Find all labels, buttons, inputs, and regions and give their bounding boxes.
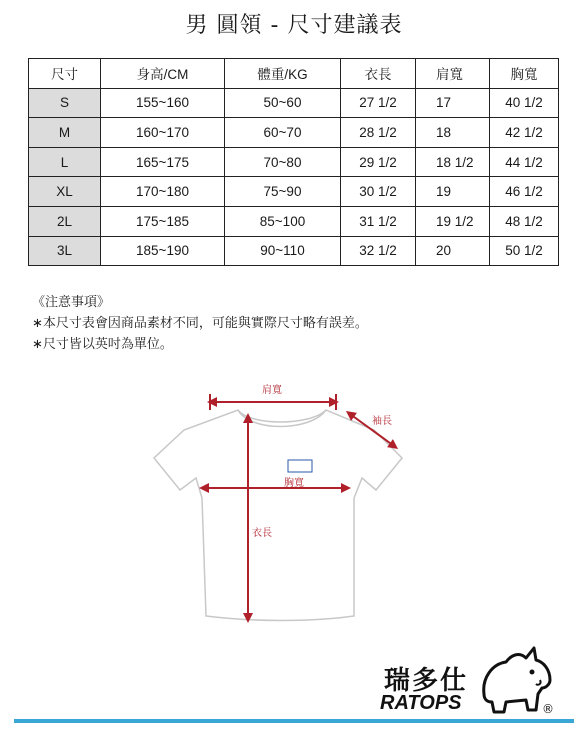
chest-logo-icon xyxy=(288,460,312,472)
cell-size: XL xyxy=(29,177,101,207)
cell-length: 30 1/2 xyxy=(341,177,416,207)
length-label: 衣長 xyxy=(252,528,272,539)
cell-weight: 50~60 xyxy=(225,88,341,118)
cell-chest: 46 1/2 xyxy=(490,177,559,207)
table-row xyxy=(29,118,559,148)
cell-size: 2L xyxy=(29,206,101,236)
size-chart-table xyxy=(28,58,559,266)
notes-heading: 《注意事項》 xyxy=(32,295,111,310)
cell-size: M xyxy=(29,118,101,148)
cell-height: 170~180 xyxy=(101,177,225,207)
header-shoulder: 肩寬 xyxy=(416,59,490,89)
cell-length: 27 1/2 xyxy=(341,88,416,118)
cell-weight: 90~110 xyxy=(225,236,341,266)
cell-shoulder: 19 xyxy=(416,177,490,207)
logo-chinese-text: 瑞多仕 xyxy=(384,666,469,696)
ratops-logo xyxy=(378,640,558,720)
page-title: 男 圓領 - 尺寸建議表 xyxy=(185,13,403,38)
cell-chest: 44 1/2 xyxy=(490,147,559,177)
cell-height: 155~160 xyxy=(101,88,225,118)
cell-height: 175~185 xyxy=(101,206,225,236)
note-line: ∗本尺寸表會因商品素材不同，可能與實際尺寸略有誤差。 xyxy=(32,316,368,331)
table-row xyxy=(29,147,559,177)
cell-height: 185~190 xyxy=(101,236,225,266)
cell-length: 32 1/2 xyxy=(341,236,416,266)
notes-section xyxy=(32,292,368,355)
cell-chest: 48 1/2 xyxy=(490,206,559,236)
table-row xyxy=(29,88,559,118)
cell-weight: 85~100 xyxy=(225,206,341,236)
header-size: 尺寸 xyxy=(29,59,101,89)
cell-chest: 50 1/2 xyxy=(490,236,559,266)
table-row xyxy=(29,177,559,207)
tshirt-shape xyxy=(154,410,402,621)
cell-shoulder: 19 1/2 xyxy=(416,206,490,236)
tshirt-measurement-diagram xyxy=(150,380,410,630)
header-length: 衣長 xyxy=(341,59,416,89)
header-weight: 體重/KG xyxy=(225,59,341,89)
cell-weight: 75~90 xyxy=(225,177,341,207)
table-header-row xyxy=(29,59,559,89)
table-row xyxy=(29,236,559,266)
cell-shoulder: 18 1/2 xyxy=(416,147,490,177)
header-chest: 胸寬 xyxy=(490,59,559,89)
cell-height: 160~170 xyxy=(101,118,225,148)
cell-size: S xyxy=(29,88,101,118)
cell-weight: 70~80 xyxy=(225,147,341,177)
cell-chest: 42 1/2 xyxy=(490,118,559,148)
cell-weight: 60~70 xyxy=(225,118,341,148)
cell-length: 28 1/2 xyxy=(341,118,416,148)
cell-size: L xyxy=(29,147,101,177)
table-row xyxy=(29,206,559,236)
cell-size: 3L xyxy=(29,236,101,266)
chest-label: 胸寬 xyxy=(284,478,304,489)
bottom-accent-bar xyxy=(14,719,574,723)
shoulder-label: 肩寬 xyxy=(262,385,282,396)
registered-mark: ® xyxy=(542,702,554,716)
cell-height: 165~175 xyxy=(101,147,225,177)
cell-shoulder: 17 xyxy=(416,88,490,118)
cell-chest: 40 1/2 xyxy=(490,88,559,118)
sleeve-label: 袖長 xyxy=(372,416,392,427)
cell-shoulder: 20 xyxy=(416,236,490,266)
cell-length: 31 1/2 xyxy=(341,206,416,236)
header-height: 身高/CM xyxy=(101,59,225,89)
note-line: ∗尺寸皆以英吋為單位。 xyxy=(32,337,173,352)
logo-english-text: RATOPS xyxy=(380,692,462,714)
cell-shoulder: 18 xyxy=(416,118,490,148)
cell-length: 29 1/2 xyxy=(341,147,416,177)
